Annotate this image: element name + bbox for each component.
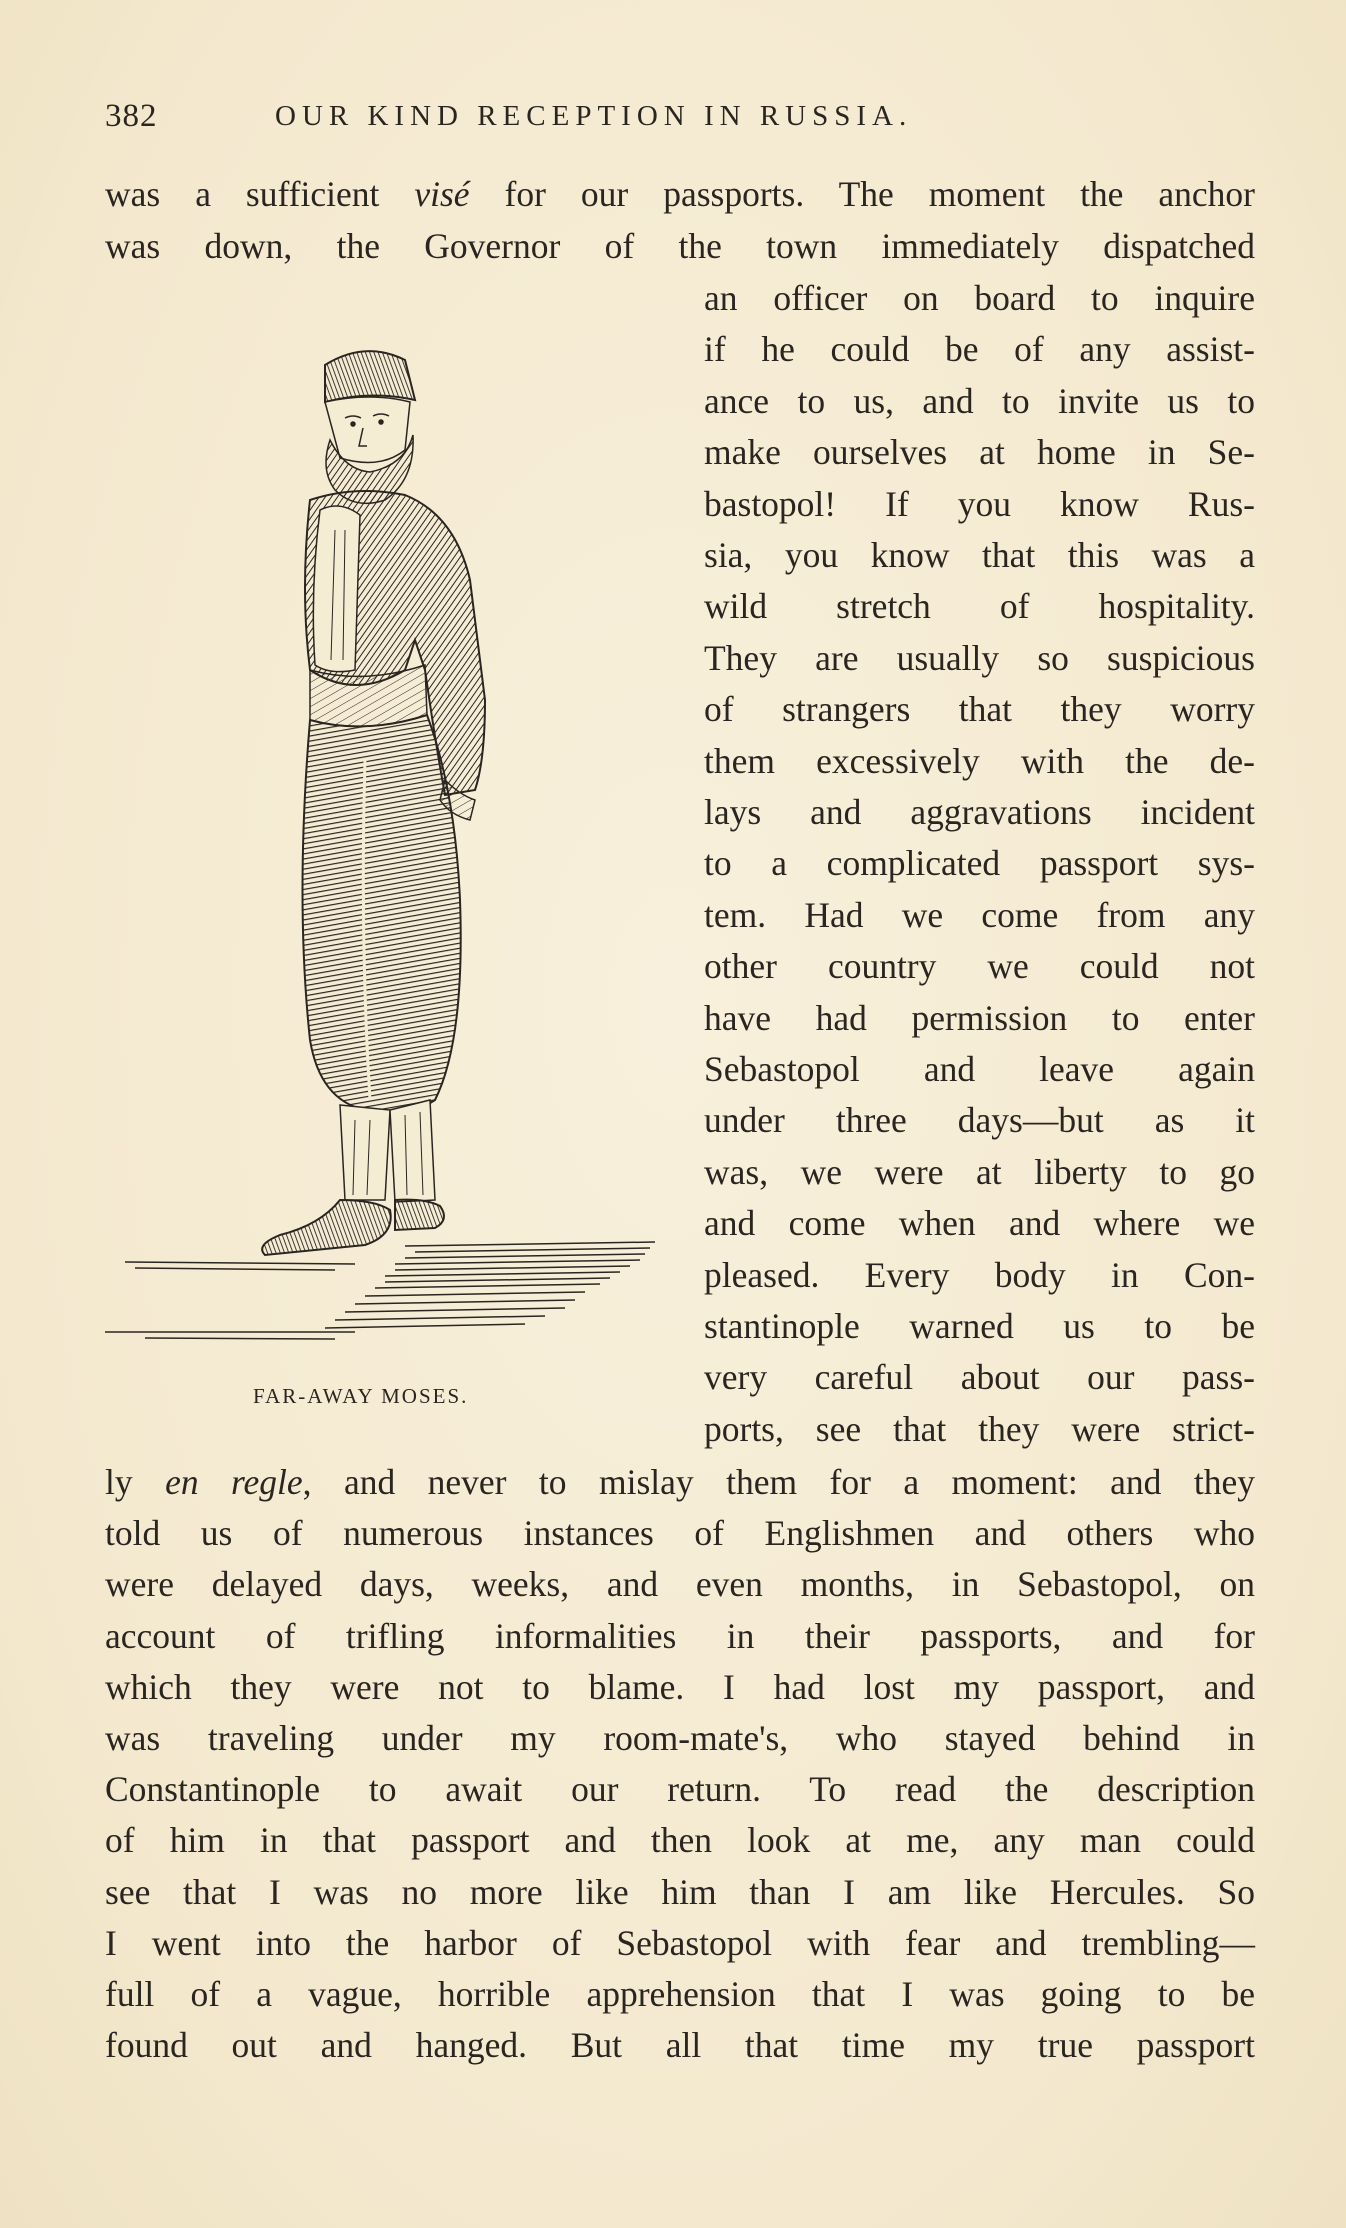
- trousers: [303, 715, 461, 1113]
- body-line: Constantinople to await our return. To read the description: [105, 1769, 1255, 1810]
- body-line: which they were not to blame. I had lost my passport, and: [105, 1666, 1255, 1707]
- body-line: of strangers that they worry: [704, 689, 1255, 730]
- running-title: OUR KIND RECEPTION IN RUSSIA.: [275, 100, 913, 132]
- body-line: to a complicated passport sys-: [704, 843, 1255, 884]
- shirt: [313, 506, 360, 672]
- body-line: ports, see that they were strict-: [704, 1408, 1255, 1449]
- body-line: was down, the Governor of the town immediately dispatched: [105, 226, 1255, 266]
- body-line: tem. Had we come from any: [704, 894, 1255, 935]
- body-line: very careful about our pass-: [704, 1357, 1255, 1398]
- page-number: 382: [105, 98, 158, 134]
- body-line: full of a vague, horrible apprehension that I was going to be: [105, 1974, 1255, 2014]
- body-line: pleased. Every body in Con-: [704, 1254, 1255, 1295]
- body-line: under three days—but as it: [704, 1100, 1255, 1141]
- body-line: of him in that passport and then look at me, any man could: [105, 1820, 1255, 1861]
- body-line: found out and hanged. But all that time my true passport: [105, 2025, 1255, 2066]
- running-head: [105, 98, 1255, 138]
- left-shoe: [262, 1200, 391, 1255]
- left-leg: [340, 1105, 390, 1200]
- engraving-illustration: [105, 340, 665, 1380]
- body-line: stantinople warned us to be: [704, 1306, 1255, 1346]
- body-line: have had permission to enter: [704, 997, 1255, 1038]
- cap: [325, 351, 415, 402]
- portrait-engraving: [105, 340, 665, 1380]
- body-line: I went into the harbor of Sebastopol with fear and trembling—: [105, 1922, 1255, 1963]
- body-line: make ourselves at home in Se-: [704, 432, 1255, 473]
- right-leg: [390, 1100, 435, 1202]
- body-line: if he could be of any assist-: [704, 329, 1255, 370]
- figure-caption: FAR-AWAY MOSES.: [253, 1384, 469, 1408]
- body-line: They are usually so suspicious: [704, 637, 1255, 678]
- body-line: was, we were at liberty to go: [704, 1151, 1255, 1192]
- body-line: and come when and where we: [704, 1203, 1255, 1244]
- body-line: ance to us, and to invite us to: [704, 380, 1255, 421]
- body-line: them excessively with the de-: [704, 740, 1255, 781]
- body-line: was traveling under my room-mate's, who stayed behind in: [105, 1718, 1255, 1758]
- body-line: were delayed days, weeks, and even months, in Sebastopol, on: [105, 1564, 1255, 1605]
- body-line: told us of numerous instances of Englishmen and others who: [105, 1513, 1255, 1554]
- body-line: Sebastopol and leave again: [704, 1049, 1255, 1089]
- body-line: was a sufficient visé for our passports. The moment the anchor: [105, 174, 1256, 214]
- body-line: an officer on board to inquire: [704, 278, 1255, 318]
- body-line: bastopol! If you know Rus-: [704, 483, 1255, 524]
- right-shoe: [395, 1200, 444, 1230]
- body-line: lays and aggravations incident: [704, 792, 1255, 832]
- body-line: wild stretch of hospitality.: [704, 586, 1255, 627]
- body-line: other country we could not: [704, 946, 1255, 987]
- ground-lines: [105, 1242, 655, 1339]
- body-line: see that I was no more like him than I am like Hercules. So: [105, 1871, 1255, 1912]
- body-line: account of trifling informalities in their passports, and for: [105, 1615, 1255, 1656]
- body-line: sia, you know that this was a: [704, 535, 1255, 575]
- body-line: ly en regle, and never to mislay them for a moment: and they: [105, 1462, 1255, 1502]
